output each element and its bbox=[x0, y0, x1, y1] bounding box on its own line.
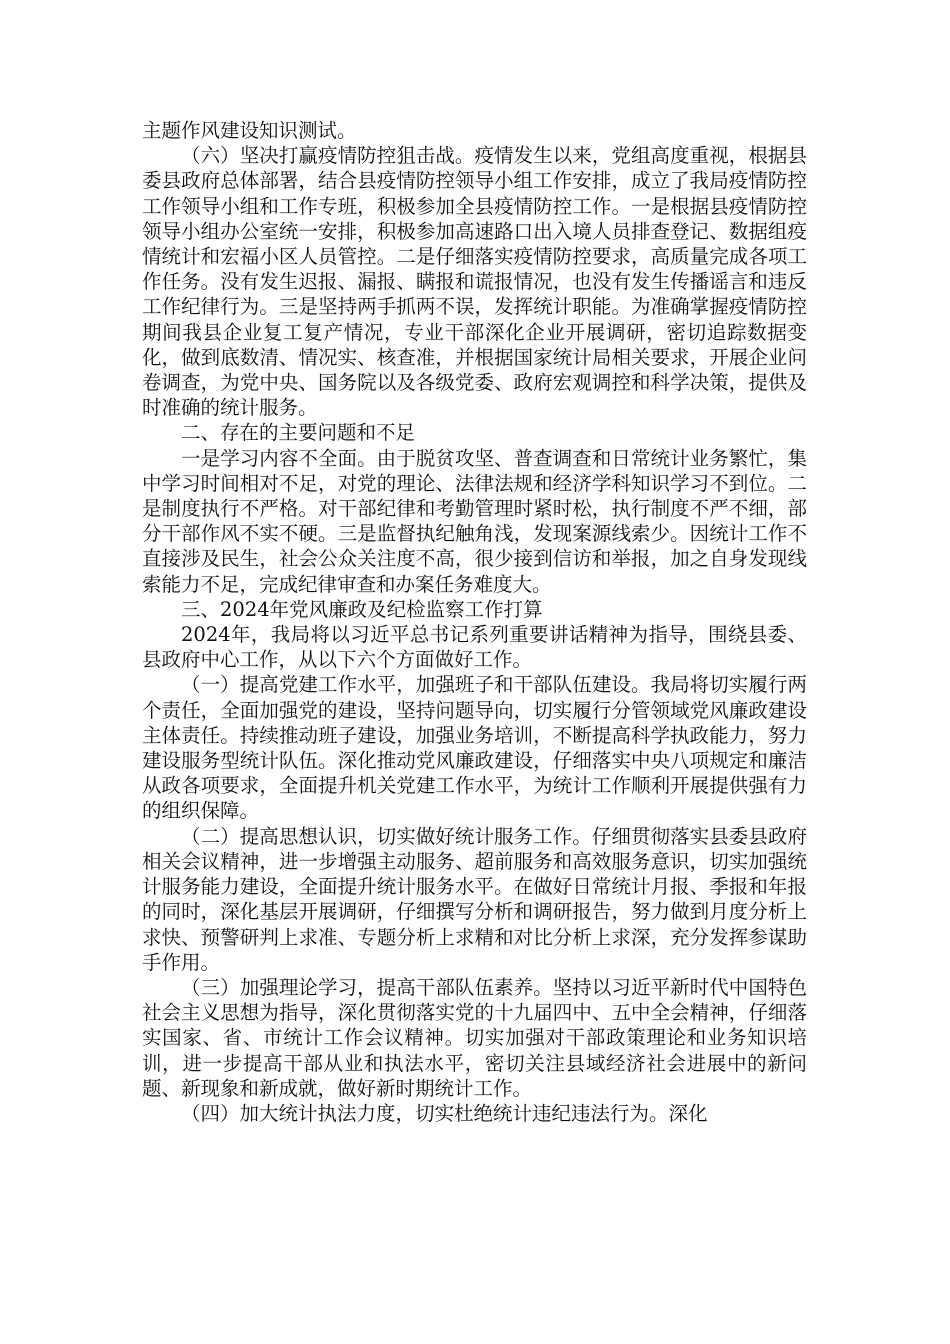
paragraph-epidemic-control: （六）坚决打赢疫情防控狙击战。疫情发生以来，党组高度重视，根据县委县政府总体部署，结合县疫情防控领导小组工作安排，成立了我局疫情防控工作领导小组和工作专班，积极参加全县疫情防控工作。一是根据县疫情防控领导小组办公室统一安排，积极参加高速路口出入境人员排查登记、数据组疫情统计和宏福小区人员管控。二是仔细落实疫情防控要求，高质量完成各项工作任务。没有发生迟报、漏报、瞒报和谎报情况，也没有发生传播谣言和违反工作纪律行为。三是坚持两手抓两不误，发挥统计职能。为准确掌握疫情防控期间我县企业复工复产情况，专业干部深化企业开展调研，密切追踪数据变化，做到底数清、情况实、核查准，并根据国家统计局相关要求，开展企业问卷调查，为党中央、国务院以及各级党委、政府宏观调控和科学决策，提供及时准确的统计服务。 bbox=[142, 144, 807, 420]
heading-problems: 二、存在的主要问题和不足 bbox=[181, 421, 416, 445]
paragraph-2024-intro: 2024年，我局将以习近平总书记系列重要讲话精神为指导，围绕县委、县政府中心工作，从以下六个方面做好工作。 bbox=[142, 623, 807, 672]
paragraph-statistics-service: （二）提高思想认识，切实做好统计服务工作。仔细贯彻落实县委县政府相关会议精神，进一步增强主动服务、超前服务和高效服务意识，切实加强统计服务能力建设，全面提升统计服务水平。在做好日常统计月报、季报和年报的同时，深化基层开展调研，仔细撰写分析和调研报告，努力做到月度分析上求快、预警研判上求准、专题分析上求精和对比分析上求深，充分发挥参谋助手作用。 bbox=[142, 824, 807, 974]
heading-2024-plan: 三、2024年党风廉政及纪检监察工作打算 bbox=[181, 597, 543, 621]
paragraph-problems: 一是学习内容不全面。由于脱贫攻坚、普查调查和日常统计业务繁忙，集中学习时间相对不足，对党的理论、法律法规和经济学科知识学习不到位。二是制度执行不严格。对干部纪律和考勤管理时紧时松，执行制度不严不细，部分干部作风不实不硬。三是监督执纪触角浅，发现案源线索少。因统计工作不直接涉及民生，社会公众关注度不高，很少接到信访和举报，加之自身发现线索能力不足，完成纪律审查和办案任务难度大。 bbox=[142, 446, 807, 596]
paragraph-party-building: （一）提高党建工作水平，加强班子和干部队伍建设。我局将切实履行两个责任，全面加强党的建设，坚持问题导向，切实履行分管领域党风廉政建设主体责任。持续推动班子建设，加强业务培训，不断提高科学执政能力，努力建设服务型统计队伍。深化推动党风廉政建设，仔细落实中央八项规定和廉洁从政各项要求，全面提升机关党建工作水平，为统计工作顺利开展提供强有力的组织保障。 bbox=[142, 673, 807, 823]
paragraph-law-enforcement: （四）加大统计执法力度，切实杜绝统计违纪违法行为。深化 bbox=[181, 1101, 708, 1125]
paragraph-theory-study: （三）加强理论学习，提高干部队伍素养。坚持以习近平新时代中国特色社会主义思想为指导，深化贯彻落实党的十九届四中、五中全会精神，仔细落实国家、省、市统计工作会议精神。切实加强对干部政策理论和业务知识培训，进一步提高干部从业和执法水平，密切关注县域经济社会进展中的新问题、新现象和新成就，做好新时期统计工作。 bbox=[142, 975, 807, 1100]
document-body bbox=[142, 118, 807, 1126]
paragraph-continuation: 主题作风建设知识测试。 bbox=[142, 119, 357, 142]
